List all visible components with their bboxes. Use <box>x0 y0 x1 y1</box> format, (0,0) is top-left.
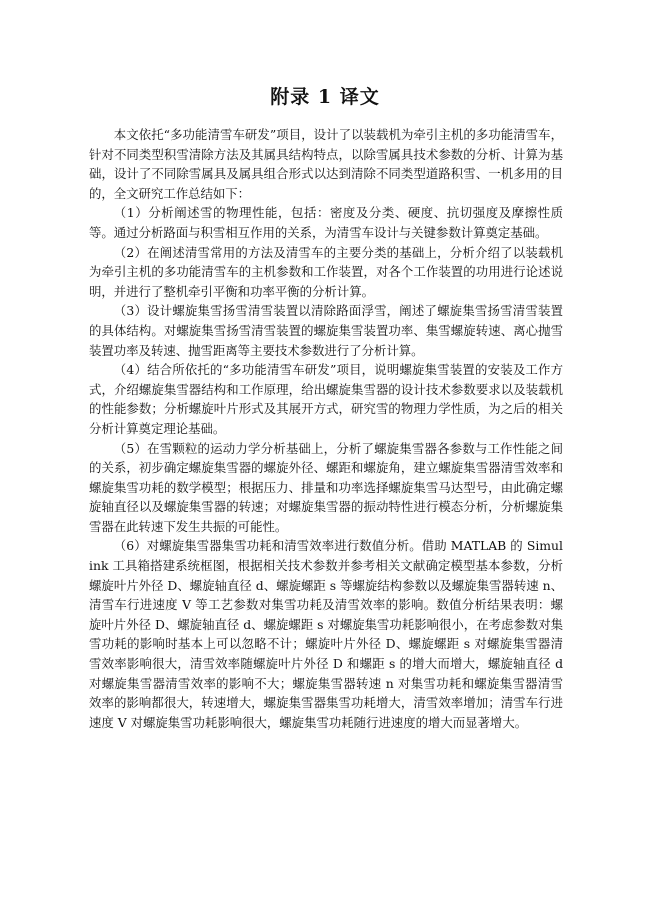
intro-paragraph: 本文依托“多功能清雪车研发”项目，设计了以装载机为牵引主机的多功能清雪车，针对不同类型积雪清除方法及其属具结构特点，以除雪属具技术参数的分析、计算为基础，设计了不同除雪属具及属具组合形式以达到清除不同类型道路积雪、一机多用的目的，全文研究工作总结如下： <box>89 127 563 201</box>
summary-item-3: （3）设计螺旋集雪扬雪清雪装置以清除路面浮雪，阐述了螺旋集雪扬雪清雪装置的具体结构。对螺旋集雪扬雪清雪装置的螺旋集雪装置功率、集雪螺旋转速、离心抛雪装置功率及转速、抛雪距离等主要技术参数进行了分析计算。 <box>89 303 563 358</box>
summary-item-2: （2）在阐述清雪常用的方法及清雪车的主要分类的基础上，分析介绍了以装载机为牵引主机的多功能清雪车的主机参数和工作装置，对各个工作装置的功用进行论述说明，并进行了整机牵引平衡和功率平衡的分析计算。 <box>89 244 563 299</box>
summary-item-4: （4）结合所依托的“多功能清雪车研发”项目，说明螺旋集雪装置的安装及工作方式，介绍螺旋集雪器结构和工作原理，给出螺旋集雪器的设计技术参数要求以及装载机的性能参数；分析螺旋叶片形式及其展开方式，研究雪的物理力学性质，为之后的相关分析计算奠定理论基础。 <box>89 362 563 436</box>
summary-item-6: （6）对螺旋集雪器集雪功耗和清雪效率进行数值分析。借助 MATLAB 的 Simulink 工具箱搭建系统框图，根据相关技术参数并参考相关文献确定模型基本参数，分析螺旋叶片外径 D、螺旋轴直径 d、螺旋螺距 s 等螺旋结构参数以及螺旋集雪器转速 n、清雪车行进速度 V 等工艺参数对集雪功耗及清雪效率的影响。数值分析结果表明：螺旋叶片外径 D、螺旋轴直径 d、螺旋螺距 s 对螺旋集雪功耗影响很小，在考虑参数对集雪功耗的影响时基本上可以忽略不计；螺旋叶片外径 D、螺旋螺距 s 对螺旋集雪器清雪效率影响很大，清雪效率随螺旋叶片外径 D 和螺距 s 的增大而增大，螺旋轴直径 d 对螺旋集雪器清雪效率的影响不大；螺旋集雪器转速 n 对集雪功耗和螺旋集雪器清雪效率的影响都很大，转速增大，螺旋集雪器集雪功耗增大，清雪效率增加；清雪车行进速度 V 对螺旋集雪功耗影响很大，螺旋集雪功耗随行进速度的增大而显著增大。 <box>89 538 563 730</box>
summary-item-1: （1）分析阐述雪的物理性能，包括：密度及分类、硬度、抗切强度及摩擦性质等。通过分析路面与积雪相互作用的关系，为清雪车设计与关键参数计算奠定基础。 <box>89 205 563 240</box>
summary-item-5: （5）在雪颗粒的运动力学分析基础上，分析了螺旋集雪器各参数与工作性能之间的关系，初步确定螺旋集雪器的螺旋外径、螺距和螺旋角，建立螺旋集雪器清雪效率和螺旋集雪功耗的数学模型；根据压力、排量和功率选择螺旋集雪马达型号，由此确定螺旋轴直径以及螺旋集雪器的转速；对螺旋集雪器的振动特性进行模态分析，分析螺旋集雪器在此转速下发生共振的可能性。 <box>89 440 563 534</box>
document-title: 附录 1 译文 <box>270 86 380 108</box>
document-body <box>89 125 563 732</box>
